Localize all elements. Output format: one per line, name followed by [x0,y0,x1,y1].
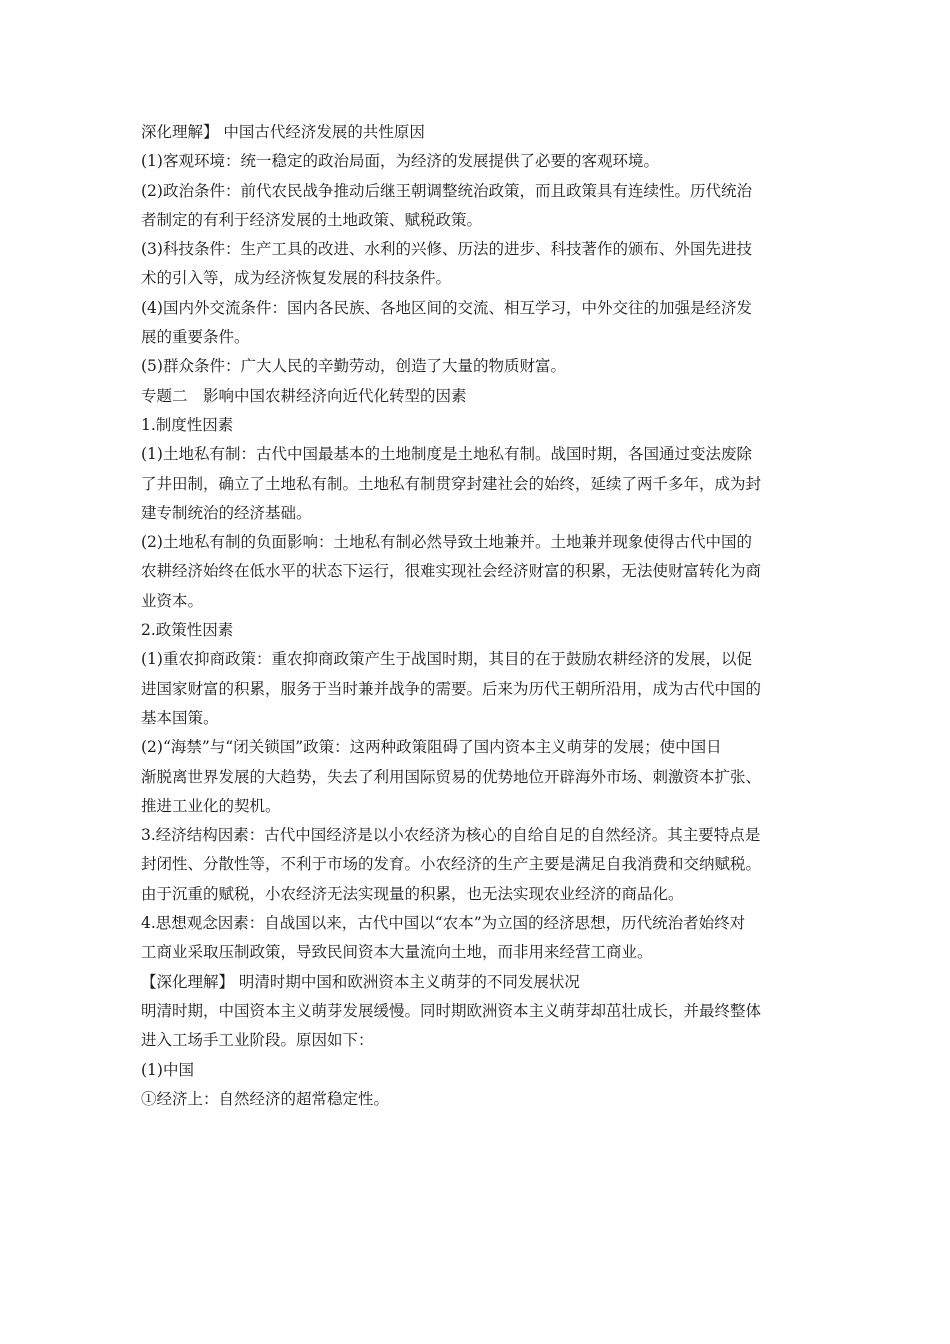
document-body [141,118,813,1114]
text-line: 进入工场手工业阶段。原因如下： [141,1031,374,1050]
text-line: 业资本。 [141,591,204,610]
text-line: (2)土地私有制的负面影响：土地私有制必然导致土地兼并。土地兼并现象使得古代中国的 [141,533,752,552]
text-line: 基本国策。 [141,708,219,727]
text-line: 深化理解】 中国古代经济发展的共性原因 [141,123,425,141]
text-line: (1)客观环境：统一稳定的政治局面，为经济的发展提供了必要的客观环境。 [141,152,659,171]
text-line: ①经济上：自然经济的超常稳定性。 [141,1089,390,1108]
text-line: 3.经济结构因素：古代中国经济是以小农经济为核心的自给自足的自然经济。其主要特点是 [141,826,761,845]
text-line: 建专制统治的经济基础。 [141,503,312,522]
text-line: (1)土地私有制：古代中国最基本的土地制度是土地私有制。战国时期，各国通过变法废除 [141,445,752,464]
text-line: (5)群众条件：广大人民的辛勤劳动，创造了大量的物质财富。 [141,357,566,376]
text-line: 术的引入等，成为经济恢复发展的科技条件。 [141,269,452,288]
text-line: (3)科技条件：生产工具的改进、水利的兴修、历法的进步、科技著作的颁布、外国先进技 [141,240,752,259]
text-line: 明清时期，中国资本主义萌芽发展缓慢。同时期欧洲资本主义萌芽却茁壮成长，并最终整体 [141,1001,762,1020]
text-line: (1)中国 [141,1060,194,1079]
text-line: (1)重农抑商政策：重农抑商政策产生于战国时期，其目的在于鼓励农耕经济的发展，以促 [141,650,752,669]
text-line: (2)“海禁”与“闭关锁国”政策：这两种政策阻碍了国内资本主义萌芽的发展；使中国日 [141,738,722,757]
text-line: 2.政策性因素 [141,621,234,640]
text-line: (2)政治条件：前代农民战争推动后继王朝调整统治政策，而且政策具有连续性。历代统治 [141,181,752,200]
text-line: 农耕经济始终在低水平的状态下运行，很难实现社会经济财富的积累，无法使财富转化为商 [141,562,762,581]
text-line: 者制定的有利于经济发展的土地政策、赋税政策。 [141,210,483,229]
text-line: 推进工业化的契机。 [141,796,281,815]
text-line: 进国家财富的积累，服务于当时兼并战争的需要。后来为历代王朝所沿用，成为古代中国的 [141,679,762,698]
text-line: 渐脱离世界发展的大趋势，失去了利用国际贸易的优势地位开辟海外市场、刺激资本扩张、 [141,767,762,786]
text-line: 专题二 影响中国农耕经济向近代化转型的因素 [141,386,467,405]
text-line: (4)国内外交流条件：国内各民族、各地区间的交流、相互学习，中外交往的加强是经济发 [141,298,752,317]
text-line: 由于沉重的赋税，小农经济无法实现量的积累，也无法实现农业经济的商品化。 [141,884,684,903]
text-line: 【深化理解】 明清时期中国和欧洲资本主义萌芽的不同发展状况 [141,972,580,991]
text-line: 封闭性、分散性等，不利于市场的发育。小农经济的生产主要是满足自我消费和交纳赋税。 [141,855,762,874]
text-line: 4.思想观念因素：自战国以来，古代中国以“农本”为立国的经济思想，历代统治者始终对 [141,914,746,933]
text-line: 1.制度性因素 [141,415,234,434]
text-line: 展的重要条件。 [141,328,250,347]
text-line: 了井田制，确立了土地私有制。土地私有制贯穿封建社会的始终，延续了两千多年，成为封 [141,474,762,493]
text-line: 工商业采取压制政策，导致民间资本大量流向土地，而非用来经营工商业。 [141,943,653,962]
